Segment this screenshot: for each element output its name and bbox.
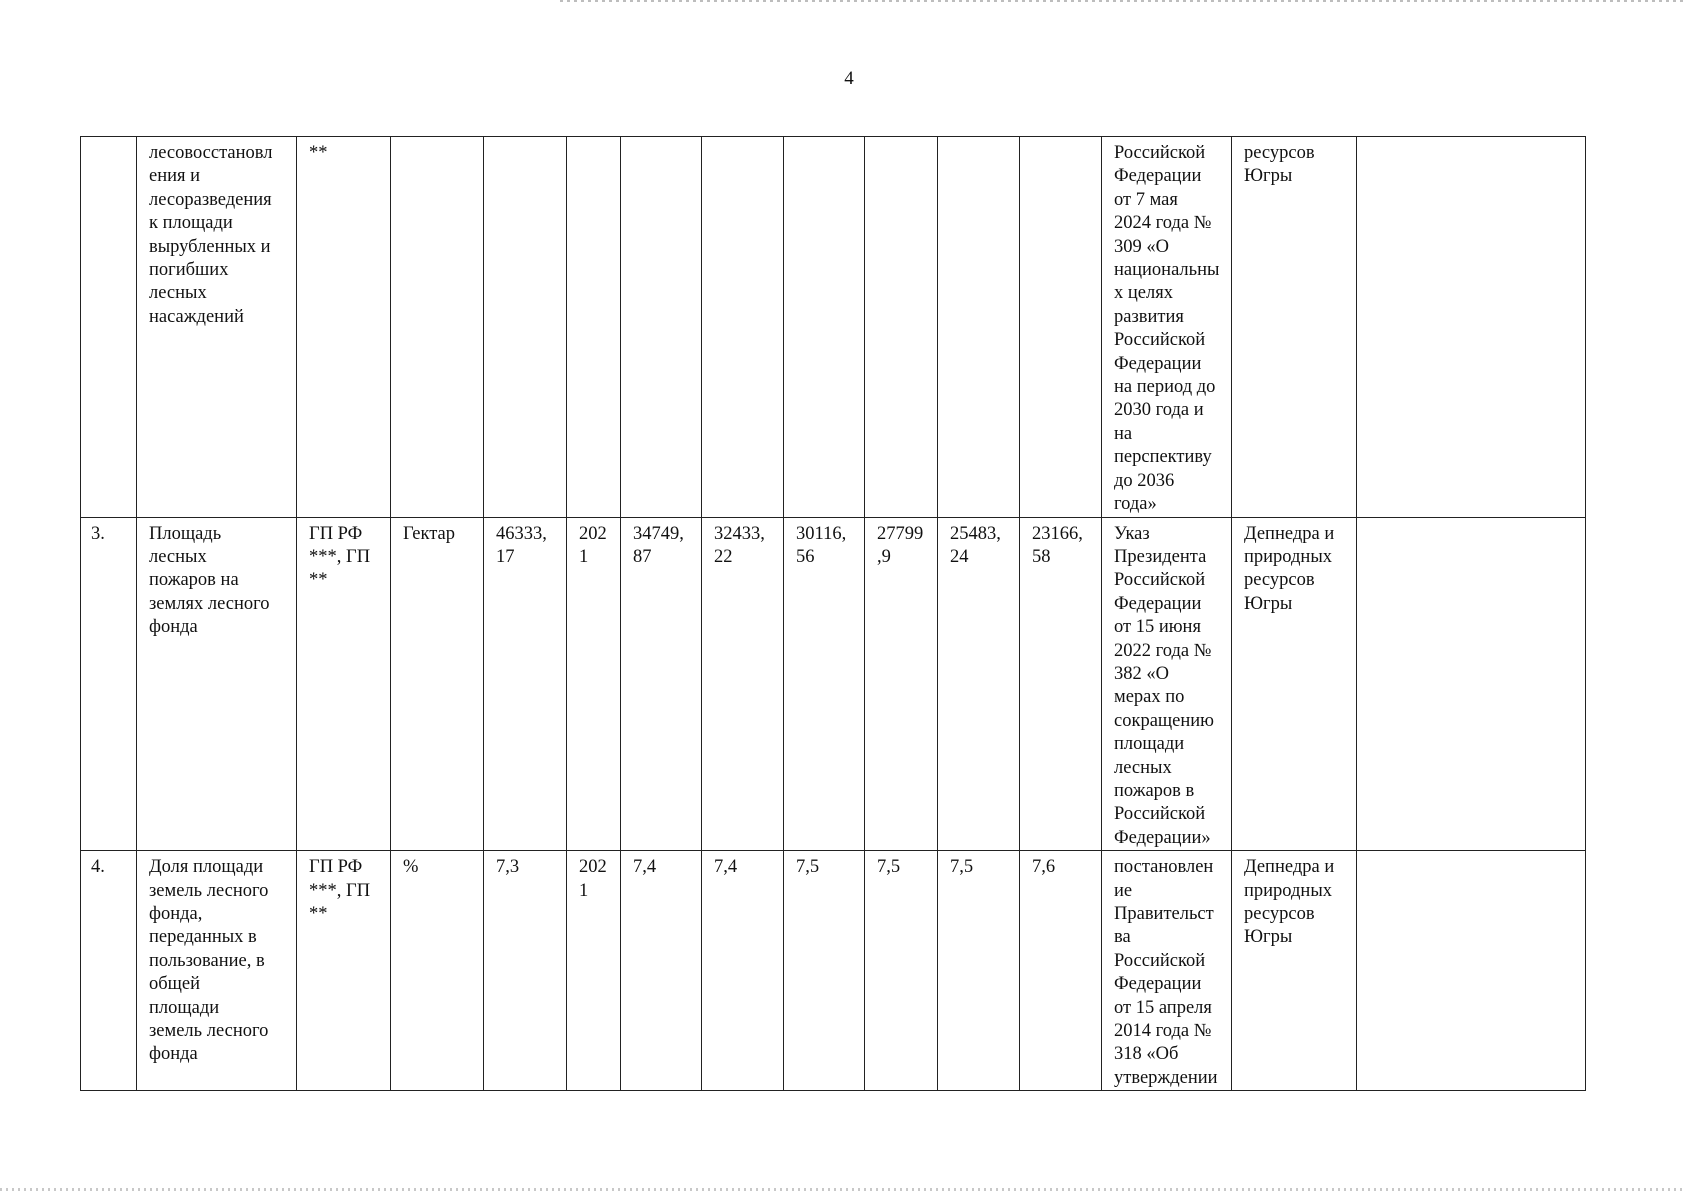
cell-indicator-name: Площадь лесных пожаров на землях лесного фонда [137,517,297,851]
cell-system [1357,517,1586,851]
cell-document: постановлен ие Правительст ва Российской Федерации от 15 апреля 2014 года № 318 «Об утверждении [1102,851,1232,1091]
cell-number [81,137,137,518]
cell-value-1 [621,137,702,518]
cell-value-5 [938,137,1020,518]
cell-value-3: 7,5 [784,851,865,1091]
cell-value-3 [784,137,865,518]
cell-base-year: 202 1 [567,851,621,1091]
table-row [81,851,1586,1091]
cell-base-value [484,137,567,518]
cell-value-2 [702,137,784,518]
cell-value-4 [865,137,938,518]
cell-indicator-name: лесовосстановл ения и лесоразведения к площади вырубленных и погибших лесных насаждений [137,137,297,518]
cell-level: ГП РФ ***, ГП ** [297,851,391,1091]
cell-unit: % [391,851,484,1091]
cell-level: ГП РФ ***, ГП ** [297,517,391,851]
cell-document: Российской Федерации от 7 мая 2024 года № 309 «О национальны х целях развития Российской Федерации на период до 2030 года и на перспективу до 2036 года» [1102,137,1232,518]
cell-system [1357,137,1586,518]
cell-unit: Гектар [391,517,484,851]
cell-number: 4. [81,851,137,1091]
cell-value-6: 7,6 [1020,851,1102,1091]
cell-unit [391,137,484,518]
cell-level: ** [297,137,391,518]
table-row [81,137,1586,518]
scan-edge-bottom [0,1188,1686,1191]
cell-base-year: 202 1 [567,517,621,851]
cell-value-2: 32433, 22 [702,517,784,851]
cell-value-3: 30116, 56 [784,517,865,851]
cell-value-1: 7,4 [621,851,702,1091]
table-row [81,517,1586,851]
cell-value-1: 34749, 87 [621,517,702,851]
cell-value-6 [1020,137,1102,518]
cell-responsible: ресурсов Югры [1232,137,1357,518]
cell-value-4: 7,5 [865,851,938,1091]
cell-document: Указ Президента Российской Федерации от 15 июня 2022 года № 382 «О мерах по сокращению площади лесных пожаров в Российской Федерации» [1102,517,1232,851]
cell-system [1357,851,1586,1091]
cell-indicator-name: Доля площади земель лесного фонда, переданных в пользование, в общей площади земель лесного фонда [137,851,297,1091]
cell-number: 3. [81,517,137,851]
cell-base-year [567,137,621,518]
cell-responsible: Депнедра и природных ресурсов Югры [1232,517,1357,851]
page-number: 4 [844,68,854,89]
cell-responsible: Депнедра и природных ресурсов Югры [1232,851,1357,1091]
scan-edge-top [560,0,1686,2]
cell-base-value: 46333, 17 [484,517,567,851]
cell-value-2: 7,4 [702,851,784,1091]
cell-value-5: 7,5 [938,851,1020,1091]
cell-value-6: 23166, 58 [1020,517,1102,851]
cell-base-value: 7,3 [484,851,567,1091]
cell-value-5: 25483, 24 [938,517,1020,851]
indicator-table [80,136,1586,1091]
cell-value-4: 27799 ,9 [865,517,938,851]
